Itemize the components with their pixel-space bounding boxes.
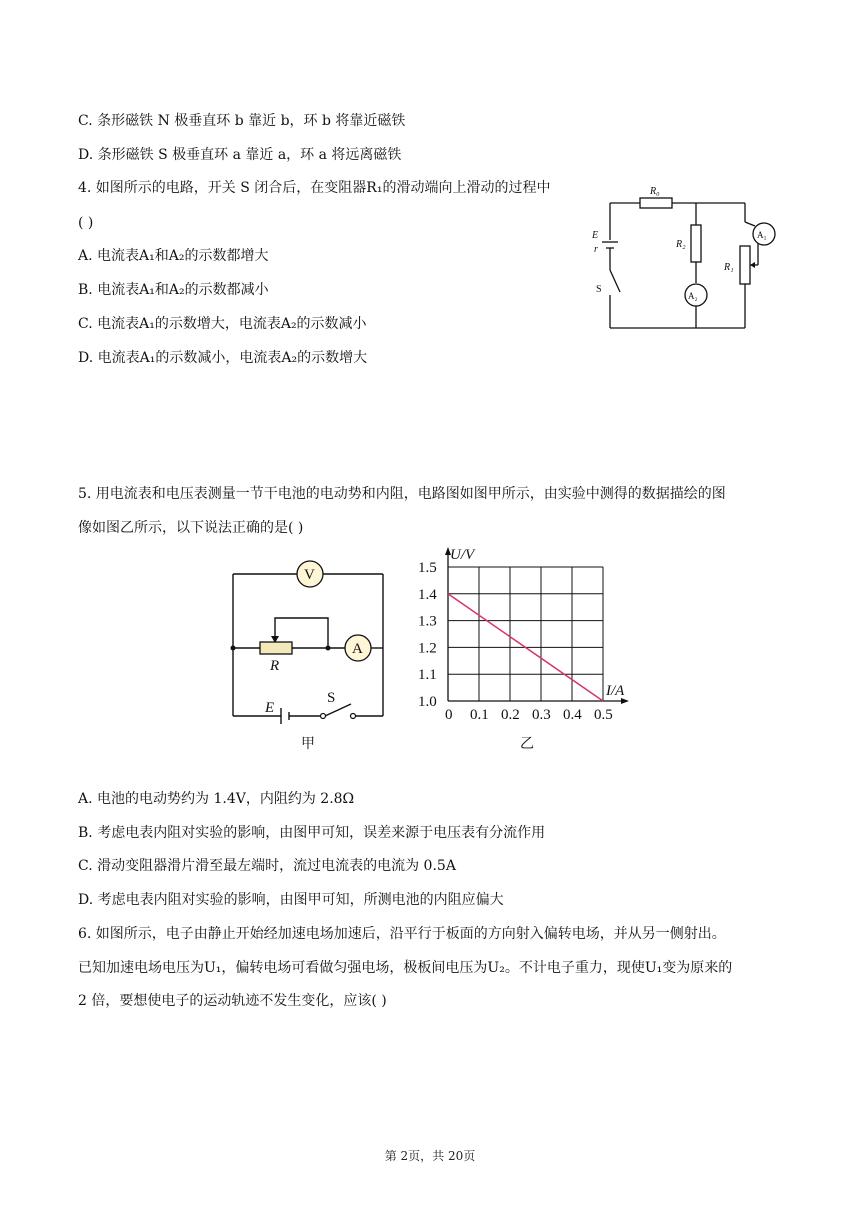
chart-ylabel: U/V — [450, 547, 475, 563]
q5-option-d: D. 考虑电表内阻对实验的影响，由图甲可知，所测电池的内阻应偏大 — [78, 892, 504, 908]
chart-y-tick-label: 1.0 — [418, 694, 437, 710]
q5-stem-line2: 像如图乙所示，以下说法正确的是( ) — [78, 520, 304, 536]
chart-x-tick-label: 0.2 — [501, 707, 520, 723]
label-e: E — [265, 700, 275, 716]
chart-x-tick-label: 0.4 — [563, 707, 582, 723]
chart-y-tick-label: 1.5 — [418, 560, 437, 576]
label-e: E — [592, 230, 599, 241]
q3-option-c: C. 条形磁铁 N 极垂直环 b 靠近 b，环 b 将靠近磁铁 — [78, 113, 406, 129]
q3-option-d: D. 条形磁铁 S 极垂直环 a 靠近 a，环 a 将远离磁铁 — [78, 147, 402, 163]
q5-circuit-jia — [225, 550, 395, 755]
q4-stem: 4. 如图所示的电路，开关 S 闭合后，在变阻器R₁的滑动端向上滑动的过程中 — [78, 180, 551, 196]
page-footer: 第 2页，共 20页 — [384, 1149, 476, 1163]
label-r: R — [270, 658, 280, 674]
q4-paren: ( ) — [78, 215, 94, 231]
q4-option-c: C. 电流表A₁的示数增大，电流表A₂的示数减小 — [78, 316, 367, 332]
r0-resistor — [640, 198, 672, 208]
chart-y-tick-label: 1.1 — [418, 667, 437, 684]
label-r0: R₀ — [650, 186, 660, 197]
q5-ui-chart — [410, 545, 640, 755]
chart-x-tick-label: 0.3 — [532, 707, 551, 723]
chart-grid — [448, 567, 603, 701]
chart-x-tick-label: 0.1 — [470, 707, 489, 723]
q5-stem-line1: 5. 用电流表和电压表测量一节干电池的电动势和内阻，电路图如图甲所示，由实验中测得的数据描绘的图 — [78, 486, 726, 502]
label-r2: R₂ — [676, 239, 686, 250]
q5-option-b: B. 考虑电表内阻对实验的影响，由图甲可知，误差来源于电压表有分流作用 — [78, 825, 546, 841]
rheostat-r — [260, 642, 292, 654]
q4-option-a: A. 电流表A₁和A₂的示数都增大 — [78, 248, 269, 264]
caption-yi: 乙 — [520, 737, 534, 752]
chart-x-tick-label: 0.5 — [594, 707, 613, 723]
chart-x-tick-label: 0 — [445, 707, 453, 723]
chart-y-tick-label: 1.2 — [418, 640, 437, 657]
q4-option-b: B. 电流表A₁和A₂的示数都减小 — [78, 282, 269, 298]
chart-y-tick-label: 1.3 — [418, 613, 437, 630]
q6-line3: 2 倍，要想使电子的运动轨迹不发生变化，应该( ) — [78, 993, 387, 1009]
chart-xlabel: I/A — [606, 683, 625, 699]
label-r: r — [594, 244, 598, 255]
q6-line2: 已知加速电场电压为U₁，偏转电场可看做匀强电场，极板间电压为U₂。不计电子重力，现使U₁变为原来的 — [78, 960, 733, 976]
label-r1: R₁ — [724, 262, 734, 273]
chart-axes — [445, 547, 629, 704]
r2-resistor — [691, 225, 701, 262]
label-a2: A₂ — [688, 291, 698, 301]
q4-option-d: D. 电流表A₁的示数减小，电流表A₂的示数增大 — [78, 350, 368, 366]
label-a: A — [352, 641, 363, 657]
caption-jia: 甲 — [301, 737, 315, 752]
q6-line1: 6. 如图所示，电子由静止开始经加速电场加速后，沿平行于板面的方向射入偏转电场，并从另一侧射出。 — [78, 926, 726, 942]
label-v: V — [304, 567, 315, 583]
r1-rheostat — [740, 246, 750, 284]
q5-option-a: A. 电池的电动势约为 1.4V，内阻约为 2.8Ω — [78, 791, 355, 807]
chart-y-tick-label: 1.4 — [418, 586, 437, 603]
label-s: S — [327, 690, 336, 706]
label-s: S — [596, 284, 602, 295]
q5-option-c: C. 滑动变阻器滑片滑至最左端时，流过电流表的电流为 0.5A — [78, 858, 456, 874]
label-a1: A₁ — [757, 230, 767, 240]
q4-circuit-diagram — [590, 180, 790, 340]
